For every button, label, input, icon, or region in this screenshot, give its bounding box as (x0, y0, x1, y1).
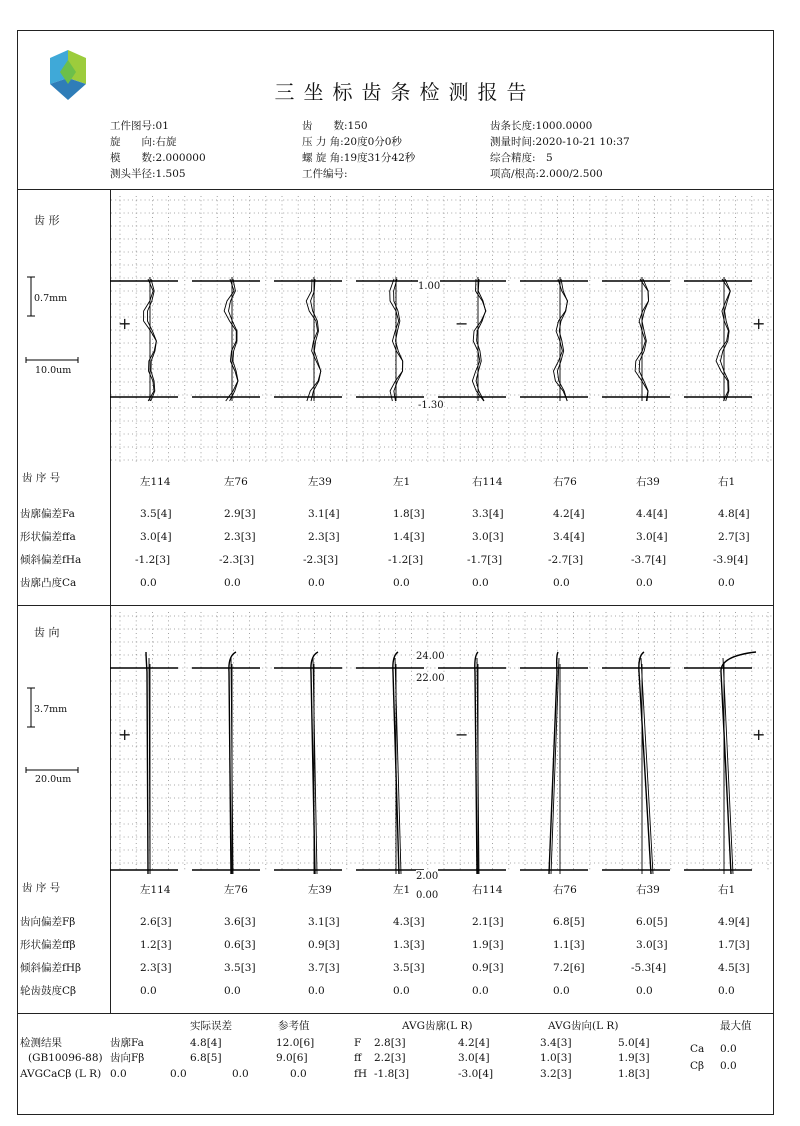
divider (17, 605, 774, 606)
avg-profile-value: -3.0[4] (458, 1068, 494, 1080)
fb-ref: 9.0[6] (276, 1052, 308, 1064)
row-value: 1.4[3] (393, 531, 425, 543)
row-value: 0.9[3] (308, 939, 340, 951)
plus-sign: + (118, 725, 132, 744)
row-value: 3.7[3] (308, 962, 340, 974)
row-value: 0.0 (553, 577, 570, 589)
tooth-label: 右114 (472, 476, 503, 488)
minus-sign: − (455, 725, 469, 744)
row-value: 0.0 (224, 577, 241, 589)
avg-cacb-label: AVGCaCβ (L R) (20, 1068, 102, 1080)
row-value: -3.7[4] (631, 554, 667, 566)
avg-lead-value: 5.0[4] (618, 1037, 650, 1049)
row-value: -1.7[3] (467, 554, 503, 566)
avg-lead-value: 3.2[3] (540, 1068, 572, 1080)
avg-profile-value: 3.0[4] (458, 1052, 490, 1064)
row-value: 0.0 (472, 577, 489, 589)
row-value: 0.9[3] (472, 962, 504, 974)
row-value: 4.3[3] (393, 916, 425, 928)
row-value: 4.5[3] (718, 962, 750, 974)
row-label: 倾斜偏差fHa (20, 554, 82, 566)
row-value: -1.2[3] (135, 554, 171, 566)
row-value: 6.0[5] (636, 916, 668, 928)
row-label: 齿廓偏差Fa (20, 508, 75, 520)
row-value: 2.3[3] (308, 531, 340, 543)
row-value: 3.0[3] (636, 939, 668, 951)
tooth-label: 右39 (636, 884, 660, 896)
row-value: 1.1[3] (553, 939, 585, 951)
F-label: F (354, 1037, 362, 1049)
row-label: 齿廓凸度Ca (20, 577, 77, 589)
row-label: 形状偏差ffa (20, 531, 76, 543)
row-value: 4.4[4] (636, 508, 668, 520)
tooth-label: 右76 (553, 476, 577, 488)
row-value: 0.0 (472, 985, 489, 997)
lead-bottom-value: 0.00 (416, 890, 439, 901)
header-cell: 压 力 角:20度0分0秒 (302, 136, 402, 148)
summary-header: AVG齿廓(L R) (402, 1020, 473, 1032)
row-value: 3.0[4] (636, 531, 668, 543)
row-value: -2.7[3] (548, 554, 584, 566)
tooth-label: 左114 (140, 884, 171, 896)
lead-scale-v: 3.7mm (34, 704, 68, 715)
row-value: 0.0 (393, 985, 410, 997)
profile-top-value: 1.00 (418, 281, 441, 292)
row-value: 3.1[4] (308, 508, 340, 520)
tooth-label: 右1 (718, 476, 736, 488)
row-value: 1.8[3] (393, 508, 425, 520)
max-value: 0.0 (720, 1060, 737, 1072)
row-value: 2.7[3] (718, 531, 750, 543)
row-value: 3.0[4] (140, 531, 172, 543)
row-label: 轮齿鼓度Cβ (20, 985, 77, 997)
avg-profile-value: 4.2[4] (458, 1037, 490, 1049)
header-cell: 工件图号:01 (110, 120, 169, 132)
tooth-label: 左39 (308, 476, 332, 488)
profile-bottom-value: -1.30 (418, 400, 444, 411)
row-value: -2.3[3] (219, 554, 255, 566)
minus-sign: − (455, 314, 469, 333)
plus-sign: + (752, 725, 766, 744)
summary-header: AVG齿向(L R) (548, 1020, 619, 1032)
fb-label: 齿向Fβ (110, 1052, 145, 1064)
row-value: 2.3[3] (140, 962, 172, 974)
tooth-label: 左1 (393, 476, 411, 488)
header-cell: 工件编号: (302, 168, 348, 180)
divider (17, 189, 774, 190)
tooth-label: 右76 (553, 884, 577, 896)
row-value: 0.0 (140, 577, 157, 589)
max-value: 0.0 (720, 1043, 737, 1055)
avg-cacb-value: 0.0 (110, 1068, 127, 1080)
row-value: 0.0 (140, 985, 157, 997)
row-value: -2.3[3] (303, 554, 339, 566)
header-cell: 模 数:2.000000 (110, 152, 206, 164)
fb-actual: 6.8[5] (190, 1052, 222, 1064)
row-value: 0.0 (553, 985, 570, 997)
fa-ref: 12.0[6] (276, 1037, 315, 1049)
result-label: 检测结果 (20, 1037, 62, 1049)
header-cell: 测量时间:2020-10-21 10:37 (490, 136, 630, 148)
profile-scale-v: 0.7mm (34, 293, 68, 304)
header-cell: 旋 向:右旋 (110, 136, 177, 148)
tooth-label: 右39 (636, 476, 660, 488)
fa-label: 齿廓Fa (110, 1037, 144, 1049)
row-value: 3.3[4] (472, 508, 504, 520)
summary-header: 参考值 (278, 1020, 310, 1032)
row-label: 齿向偏差Fβ (20, 916, 76, 928)
tooth-label: 右114 (472, 884, 503, 896)
header-cell: 齿 数:150 (302, 120, 368, 132)
avg-lead-value: 1.8[3] (618, 1068, 650, 1080)
row-value: 0.0 (308, 985, 325, 997)
divider (110, 605, 111, 1013)
divider (17, 1013, 774, 1014)
row-value: 0.6[3] (224, 939, 256, 951)
lead-bottom-value: 2.00 (416, 871, 439, 882)
row-value: 2.9[3] (224, 508, 256, 520)
row-value: -3.9[4] (713, 554, 749, 566)
tooth-label: 左76 (224, 884, 248, 896)
report-frame (17, 30, 774, 1115)
avg-lead-value: 3.4[3] (540, 1037, 572, 1049)
header-cell: 综合精度: 5 (490, 152, 553, 164)
report-title: 三坐标齿条检测报告 (274, 80, 536, 104)
avg-profile-value: 2.8[3] (374, 1037, 406, 1049)
plus-sign: + (752, 314, 766, 333)
plus-sign: + (118, 314, 132, 333)
lead-top-value: 22.00 (416, 673, 445, 684)
row-value: 1.7[3] (718, 939, 750, 951)
row-value: 0.0 (393, 577, 410, 589)
lead-teeth-label: 齿 序 号 (22, 882, 61, 894)
avg-lead-value: 1.9[3] (618, 1052, 650, 1064)
summary-header: 实际误差 (190, 1020, 232, 1032)
avg-profile-value: 2.2[3] (374, 1052, 406, 1064)
row-value: 3.1[3] (308, 916, 340, 928)
fH-label: fH (354, 1068, 368, 1080)
row-value: 3.6[3] (224, 916, 256, 928)
row-value: 0.0 (308, 577, 325, 589)
tooth-label: 右1 (718, 884, 736, 896)
header-cell: 螺 旋 角:19度31分42秒 (302, 152, 416, 164)
row-value: 3.0[3] (472, 531, 504, 543)
row-label: 形状偏差ffβ (20, 939, 76, 951)
tooth-label: 左114 (140, 476, 171, 488)
tooth-label: 左76 (224, 476, 248, 488)
max-label: Cβ (690, 1060, 705, 1072)
lead-section-label: 齿 向 (34, 626, 60, 639)
row-label: 倾斜偏差fHβ (20, 962, 82, 974)
row-value: 2.3[3] (224, 531, 256, 543)
row-value: -5.3[4] (631, 962, 667, 974)
avg-cacb-value: 0.0 (170, 1068, 187, 1080)
header-cell: 项高/根高:2.000/2.500 (490, 168, 603, 180)
fa-actual: 4.8[4] (190, 1037, 222, 1049)
standard-label: (GB10096-88) (28, 1052, 103, 1064)
row-value: 0.0 (718, 577, 735, 589)
row-value: 0.0 (636, 577, 653, 589)
row-value: -1.2[3] (388, 554, 424, 566)
profile-teeth-label: 齿 序 号 (22, 472, 61, 484)
lead-top-value: 24.00 (416, 651, 445, 662)
max-label: Ca (690, 1043, 705, 1055)
row-value: 4.8[4] (718, 508, 750, 520)
row-value: 0.0 (718, 985, 735, 997)
row-value: 0.0 (636, 985, 653, 997)
avg-cacb-value: 0.0 (232, 1068, 249, 1080)
profile-section-label: 齿 形 (34, 214, 60, 227)
row-value: 4.9[4] (718, 916, 750, 928)
row-value: 3.5[3] (224, 962, 256, 974)
row-value: 3.4[4] (553, 531, 585, 543)
header-cell: 测头半径:1.505 (110, 168, 186, 180)
row-value: 2.6[3] (140, 916, 172, 928)
summary-header: 最大值 (720, 1020, 752, 1032)
row-value: 7.2[6] (553, 962, 585, 974)
row-value: 4.2[4] (553, 508, 585, 520)
row-value: 3.5[4] (140, 508, 172, 520)
tooth-label: 左1 (393, 884, 411, 896)
row-value: 3.5[3] (393, 962, 425, 974)
row-value: 1.9[3] (472, 939, 504, 951)
avg-profile-value: -1.8[3] (374, 1068, 410, 1080)
header-cell: 齿条长度:1000.0000 (490, 120, 593, 132)
row-value: 0.0 (224, 985, 241, 997)
avg-cacb-value: 0.0 (290, 1068, 307, 1080)
row-value: 2.1[3] (472, 916, 504, 928)
divider (110, 189, 111, 605)
lead-scale-h: 20.0um (35, 774, 72, 785)
tooth-label: 左39 (308, 884, 332, 896)
row-value: 6.8[5] (553, 916, 585, 928)
profile-scale-h: 10.0um (35, 365, 72, 376)
ff-label: ff (354, 1052, 362, 1064)
row-value: 1.2[3] (140, 939, 172, 951)
avg-lead-value: 1.0[3] (540, 1052, 572, 1064)
row-value: 1.3[3] (393, 939, 425, 951)
